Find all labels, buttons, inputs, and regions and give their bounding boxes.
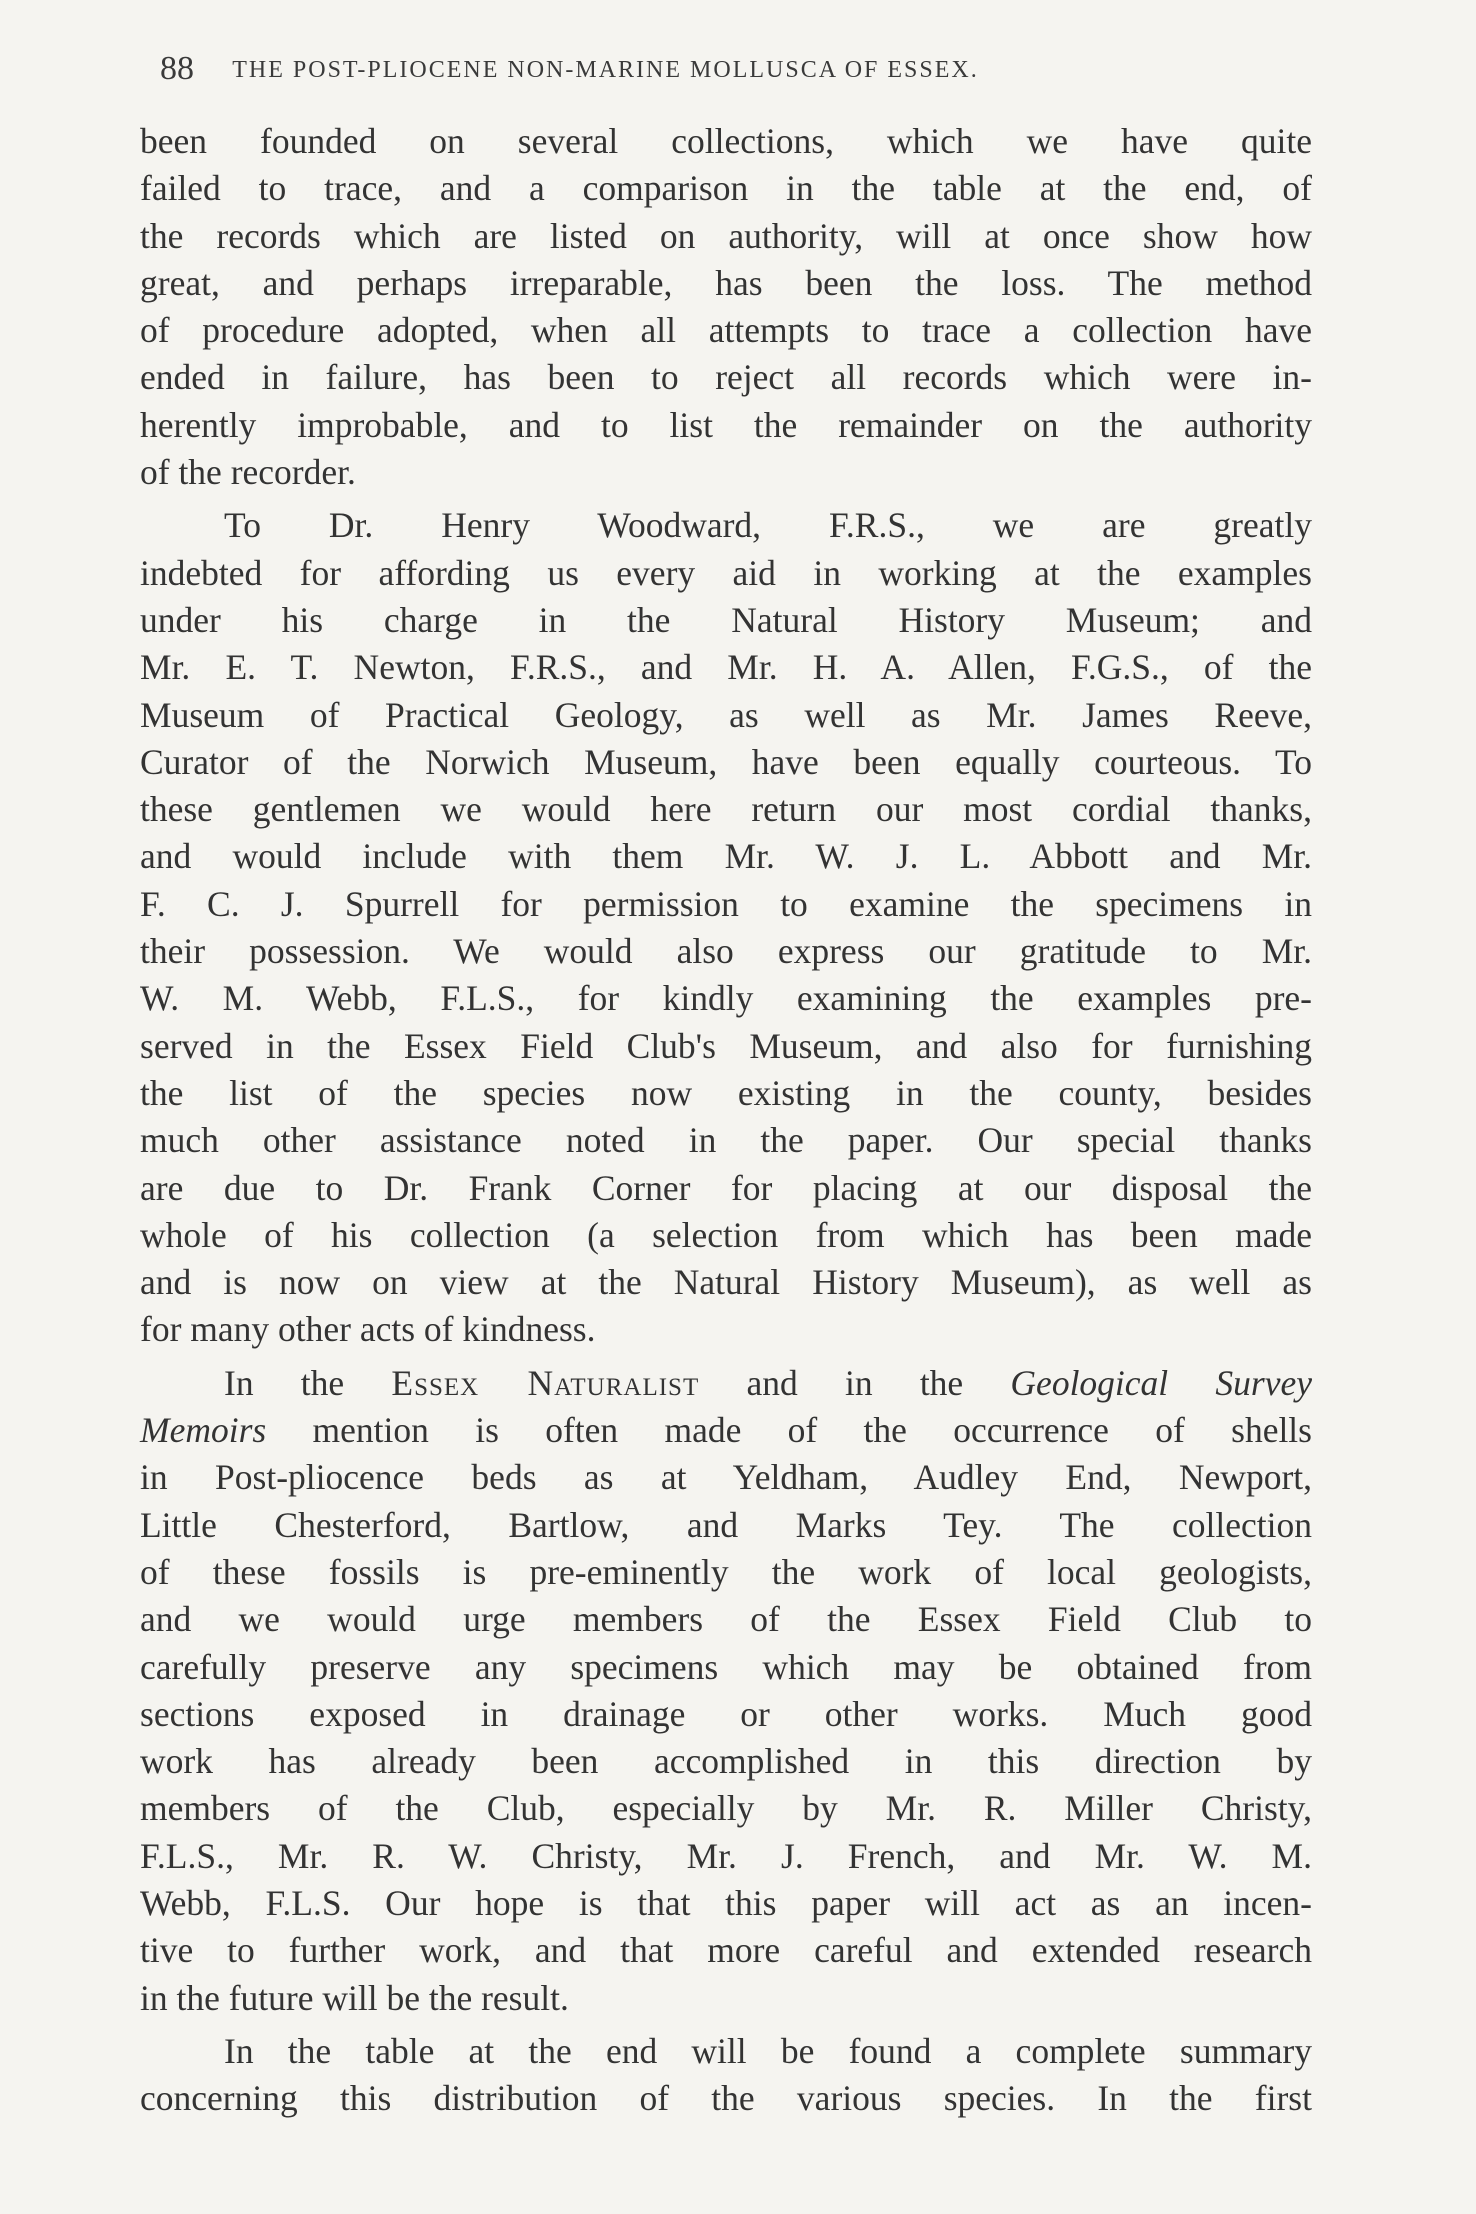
journal-name: Essex Naturalist [391, 1362, 700, 1403]
text-line: the list of the species now existing in the county, besides [140, 1072, 1312, 1113]
text-run: In the [224, 1362, 392, 1403]
text-line: in Post-pliocence beds as at Yeldham, Audley End, Newport, [140, 1457, 1312, 1498]
text-line: been founded on several collections, which we have quite [140, 121, 1312, 161]
text-line: Webb, F.L.S. Our hope is that this paper will act as an incen- [140, 1882, 1312, 1923]
text-line: ended in failure, has been to reject all records which were in- [140, 357, 1312, 398]
text-line: Mr. E. T. Newton, F.R.S., and Mr. H. A. Allen, F.G.S., of the [140, 647, 1312, 688]
page-number: 88 [160, 50, 194, 87]
text-line: sections exposed in drainage or other works. Much good [140, 1693, 1312, 1734]
text-line: of these fossils is pre-eminently the work of local geologists, [140, 1551, 1312, 1592]
text-line: carefully preserve any specimens which may be obtained from [140, 1646, 1312, 1687]
paragraph-1 [140, 118, 1312, 496]
text-run: and in the [699, 1362, 1011, 1403]
text-line: in the future will be the result. [140, 1977, 569, 2018]
running-head [160, 50, 1310, 100]
text-line: F. C. J. Spurrell for permission to examine the specimens in [140, 883, 1312, 924]
text-line: herently improbable, and to list the remainder on the authority [140, 404, 1312, 445]
text-line: W. M. Webb, F.L.S., for kindly examining the examples pre- [140, 978, 1312, 1019]
text-line: are due to Dr. Frank Corner for placing at our disposal the [140, 1167, 1312, 1208]
text-line: of the recorder. [140, 452, 356, 493]
text-line: concerning this distribution of the various species. In the first [140, 2078, 1312, 2119]
text-line: Museum of Practical Geology, as well as Mr. James Reeve, [140, 694, 1312, 735]
text-line: work has already been accomplished in this direction by [140, 1741, 1312, 1782]
text-line: the records which are listed on authority, will at once show how [140, 215, 1312, 256]
paragraph-3 [140, 1360, 1312, 2022]
text-line: failed to trace, and a comparison in the table at the end, of [140, 168, 1312, 209]
text-line: Curator of the Norwich Museum, have been equally courteous. To [140, 741, 1312, 782]
text-line: great, and perhaps irreparable, has been the loss. The method [140, 262, 1312, 303]
text-line: much other assistance noted in the paper. Our special thanks [140, 1120, 1312, 1161]
publication-title: Geological Survey [1010, 1362, 1312, 1403]
body-text [140, 118, 1312, 2128]
text-line: tive to further work, and that more careful and extended research [140, 1930, 1312, 1971]
text-line: served in the Essex Field Club's Museum, and also for furnishing [140, 1025, 1312, 1066]
text-line: under his charge in the Natural History Museum; and [140, 599, 1312, 640]
paragraph-2 [140, 502, 1312, 1353]
text-line: of procedure adopted, when all attempts to trace a collection have [140, 310, 1312, 351]
text-line: Little Chesterford, Bartlow, and Marks Tey. The collection [140, 1504, 1312, 1545]
text-line: and is now on view at the Natural History Museum), as well as [140, 1262, 1312, 1303]
text-run: mention is often made of the occurrence of shells [266, 1410, 1312, 1451]
text-line [140, 1360, 1312, 1407]
text-line: their possession. We would also express our gratitude to Mr. [140, 931, 1312, 972]
text-line: these gentlemen we would here return our most cordial thanks, [140, 789, 1312, 830]
running-title: THE POST-PLIOCENE NON-MARINE MOLLUSCA OF ESSEX. [232, 57, 979, 83]
text-line: To Dr. Henry Woodward, F.R.S., we are greatly [224, 505, 1312, 546]
text-line: and would include with them Mr. W. J. L. Abbott and Mr. [140, 836, 1312, 877]
text-line: indebted for affording us every aid in working at the examples [140, 552, 1312, 593]
text-line: F.L.S., Mr. R. W. Christy, Mr. J. French, and Mr. W. M. [140, 1835, 1312, 1876]
text-line: and we would urge members of the Essex Field Club to [140, 1599, 1312, 1640]
paragraph-4 [140, 2028, 1312, 2123]
text-line: members of the Club, especially by Mr. R. Miller Christy, [140, 1788, 1312, 1829]
text-line: In the table at the end will be found a complete summary [224, 2030, 1312, 2071]
text-line: whole of his collection (a selection from which has been made [140, 1214, 1312, 1255]
publication-title: Memoirs [140, 1410, 267, 1451]
text-line [140, 1407, 1312, 1454]
text-line: for many other acts of kindness. [140, 1309, 596, 1350]
